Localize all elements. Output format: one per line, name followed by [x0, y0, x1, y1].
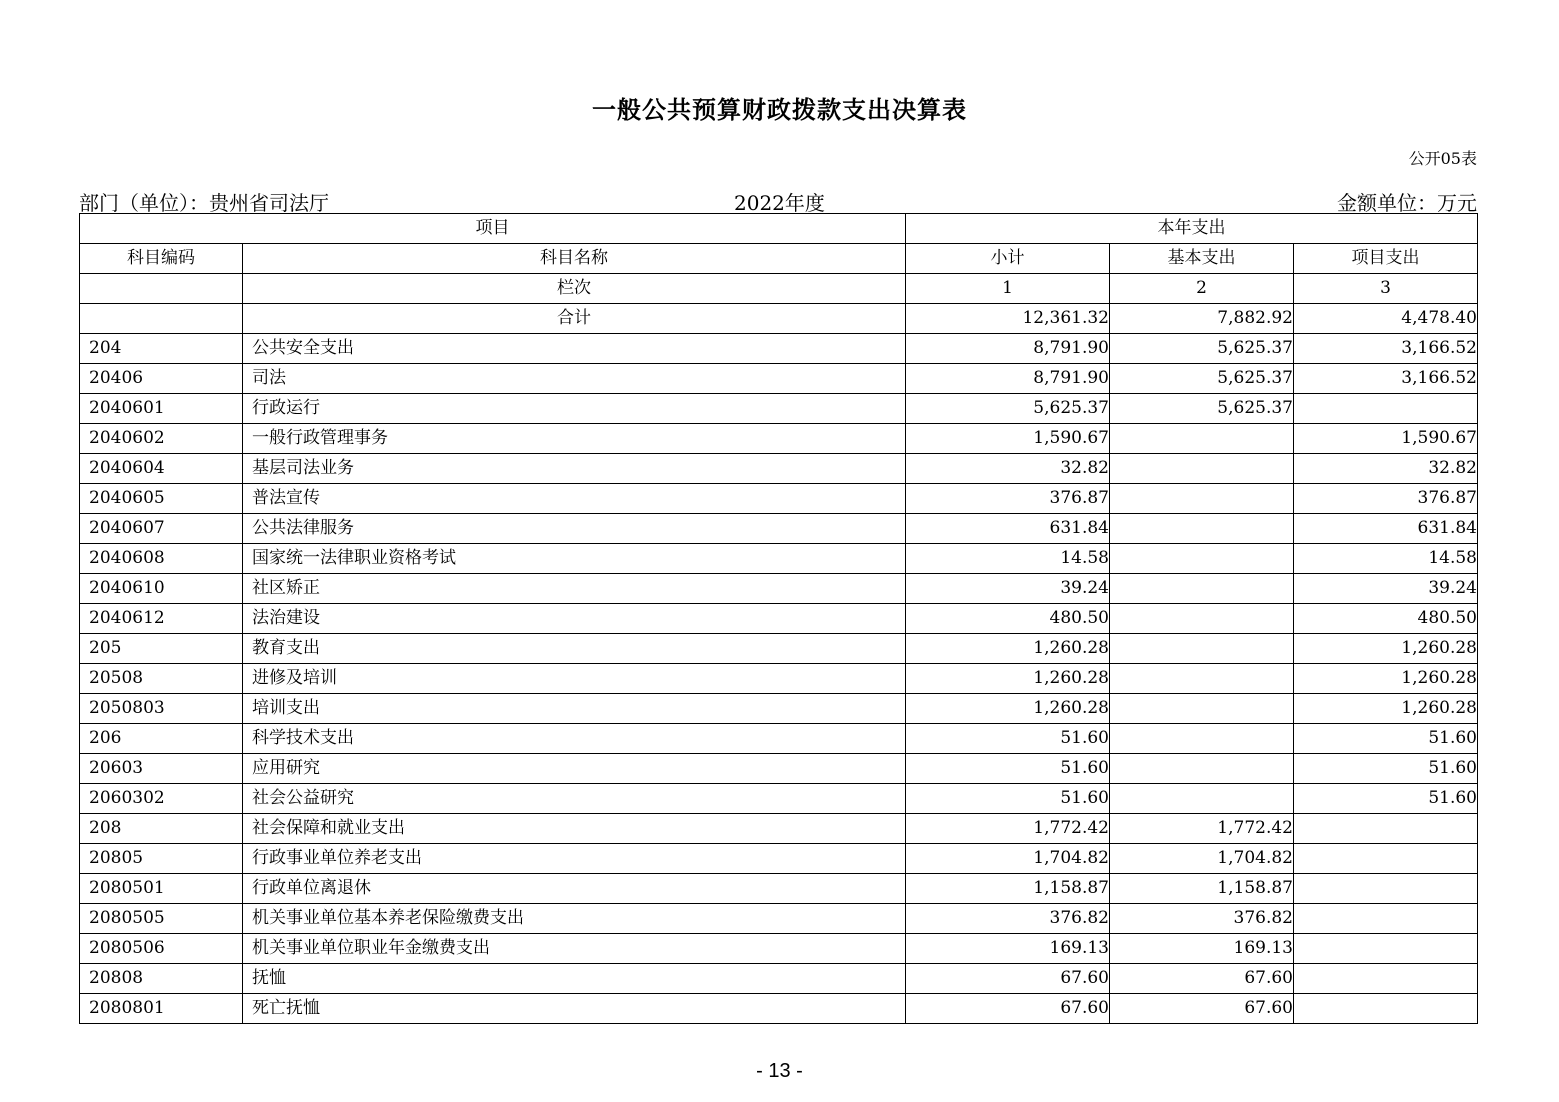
header-name: 科目名称 — [243, 244, 906, 274]
cell-subtotal: 1,772.42 — [906, 814, 1110, 844]
cell-basic: 1,704.82 — [1110, 844, 1294, 874]
cell-subtotal: 51.60 — [906, 784, 1110, 814]
cell-code: 20508 — [80, 664, 243, 694]
cell-name: 社区矫正 — [243, 574, 906, 604]
cell-code: 206 — [80, 724, 243, 754]
cell-subtotal: 376.87 — [906, 484, 1110, 514]
table-row — [80, 574, 1478, 604]
cell-project — [1294, 814, 1478, 844]
cell-subtotal: 1,158.87 — [906, 874, 1110, 904]
table-row — [80, 394, 1478, 424]
cell-name: 抚恤 — [243, 964, 906, 994]
cell-basic: 169.13 — [1110, 934, 1294, 964]
table-row — [80, 424, 1478, 454]
cell-name: 国家统一法律职业资格考试 — [243, 544, 906, 574]
column-index-3: 3 — [1294, 274, 1478, 304]
cell-code: 20406 — [80, 364, 243, 394]
cell-subtotal: 5,625.37 — [906, 394, 1110, 424]
cell-name: 普法宣传 — [243, 484, 906, 514]
cell-name: 应用研究 — [243, 754, 906, 784]
cell-basic — [1110, 754, 1294, 784]
cell-subtotal: 1,704.82 — [906, 844, 1110, 874]
cell-name: 培训支出 — [243, 694, 906, 724]
total-subtotal: 12,361.32 — [906, 304, 1110, 334]
expenditure-table — [79, 213, 1478, 1024]
department-label: 部门（单位）：贵州省司法厅 — [79, 191, 329, 215]
cell-subtotal: 8,791.90 — [906, 334, 1110, 364]
cell-project: 51.60 — [1294, 754, 1478, 784]
cell-project: 51.60 — [1294, 724, 1478, 754]
cell-subtotal: 51.60 — [906, 724, 1110, 754]
total-project: 4,478.40 — [1294, 304, 1478, 334]
cell-code: 20603 — [80, 754, 243, 784]
cell-basic — [1110, 484, 1294, 514]
cell-project — [1294, 934, 1478, 964]
table-row — [80, 634, 1478, 664]
table-row — [80, 784, 1478, 814]
cell-code: 2040607 — [80, 514, 243, 544]
column-index-2: 2 — [1110, 274, 1294, 304]
cell-code: 2040602 — [80, 424, 243, 454]
form-number: 公开05表 — [1408, 149, 1477, 168]
cell-name: 公共安全支出 — [243, 334, 906, 364]
table-row — [80, 724, 1478, 754]
table-row — [80, 364, 1478, 394]
cell-code: 2040610 — [80, 574, 243, 604]
cell-subtotal: 631.84 — [906, 514, 1110, 544]
cell-name: 一般行政管理事务 — [243, 424, 906, 454]
cell-basic: 1,158.87 — [1110, 874, 1294, 904]
cell-subtotal: 1,260.28 — [906, 694, 1110, 724]
cell-name: 公共法律服务 — [243, 514, 906, 544]
cell-basic: 67.60 — [1110, 994, 1294, 1024]
cell-project: 14.58 — [1294, 544, 1478, 574]
cell-basic — [1110, 664, 1294, 694]
cell-basic — [1110, 694, 1294, 724]
cell-basic: 5,625.37 — [1110, 364, 1294, 394]
table-body — [80, 214, 1478, 1024]
cell-code: 2040608 — [80, 544, 243, 574]
cell-name: 基层司法业务 — [243, 454, 906, 484]
column-index-code-cell — [80, 274, 243, 304]
table-row — [80, 454, 1478, 484]
cell-subtotal: 376.82 — [906, 904, 1110, 934]
cell-code: 2040605 — [80, 484, 243, 514]
cell-code: 204 — [80, 334, 243, 364]
cell-code: 20805 — [80, 844, 243, 874]
cell-basic — [1110, 604, 1294, 634]
cell-basic — [1110, 784, 1294, 814]
cell-name: 行政单位离退休 — [243, 874, 906, 904]
cell-project — [1294, 904, 1478, 934]
table-row — [80, 334, 1478, 364]
cell-subtotal: 169.13 — [906, 934, 1110, 964]
cell-name: 死亡抚恤 — [243, 994, 906, 1024]
cell-name: 社会保障和就业支出 — [243, 814, 906, 844]
cell-project: 1,260.28 — [1294, 634, 1478, 664]
total-code-cell — [80, 304, 243, 334]
cell-basic: 1,772.42 — [1110, 814, 1294, 844]
cell-name: 行政运行 — [243, 394, 906, 424]
cell-subtotal: 8,791.90 — [906, 364, 1110, 394]
cell-name: 行政事业单位养老支出 — [243, 844, 906, 874]
header-row-group — [80, 214, 1478, 244]
cell-project: 1,260.28 — [1294, 664, 1478, 694]
cell-code: 20808 — [80, 964, 243, 994]
cell-code: 2040612 — [80, 604, 243, 634]
cell-code: 2080505 — [80, 904, 243, 934]
cell-project: 376.87 — [1294, 484, 1478, 514]
total-basic: 7,882.92 — [1110, 304, 1294, 334]
column-index-label: 栏次 — [243, 274, 906, 304]
header-project: 项目 — [80, 214, 906, 244]
table-row — [80, 544, 1478, 574]
cell-project — [1294, 964, 1478, 994]
cell-name: 科学技术支出 — [243, 724, 906, 754]
cell-subtotal: 1,590.67 — [906, 424, 1110, 454]
cell-code: 2080506 — [80, 934, 243, 964]
cell-code: 2080801 — [80, 994, 243, 1024]
table-row — [80, 844, 1478, 874]
total-label: 合计 — [243, 304, 906, 334]
cell-project — [1294, 844, 1478, 874]
table-row — [80, 814, 1478, 844]
header-subtotal: 小计 — [906, 244, 1110, 274]
cell-project: 39.24 — [1294, 574, 1478, 604]
cell-code: 205 — [80, 634, 243, 664]
cell-subtotal: 1,260.28 — [906, 634, 1110, 664]
cell-subtotal: 480.50 — [906, 604, 1110, 634]
cell-name: 法治建设 — [243, 604, 906, 634]
cell-subtotal: 39.24 — [906, 574, 1110, 604]
cell-project: 51.60 — [1294, 784, 1478, 814]
column-index-row — [80, 274, 1478, 304]
cell-project: 1,260.28 — [1294, 694, 1478, 724]
cell-basic: 376.82 — [1110, 904, 1294, 934]
header-code: 科目编码 — [80, 244, 243, 274]
cell-code: 2040601 — [80, 394, 243, 424]
header-row-columns — [80, 244, 1478, 274]
cell-code: 2050803 — [80, 694, 243, 724]
table-row — [80, 904, 1478, 934]
cell-subtotal: 67.60 — [906, 964, 1110, 994]
cell-project — [1294, 994, 1478, 1024]
report-title: 一般公共预算财政拨款支出决算表 — [592, 95, 967, 124]
cell-subtotal: 67.60 — [906, 994, 1110, 1024]
fiscal-year-label: 2022年度 — [734, 191, 825, 215]
total-row — [80, 304, 1478, 334]
cell-project: 3,166.52 — [1294, 334, 1478, 364]
cell-project: 1,590.67 — [1294, 424, 1478, 454]
cell-basic — [1110, 454, 1294, 484]
cell-name: 进修及培训 — [243, 664, 906, 694]
cell-project: 32.82 — [1294, 454, 1478, 484]
table-row — [80, 514, 1478, 544]
cell-project: 480.50 — [1294, 604, 1478, 634]
cell-name: 社会公益研究 — [243, 784, 906, 814]
cell-basic — [1110, 724, 1294, 754]
page-number: - 13 - — [756, 1060, 803, 1082]
table-row — [80, 874, 1478, 904]
cell-basic — [1110, 634, 1294, 664]
cell-basic — [1110, 544, 1294, 574]
report-meta — [79, 187, 1477, 213]
cell-basic: 5,625.37 — [1110, 394, 1294, 424]
table-row — [80, 484, 1478, 514]
cell-name: 机关事业单位职业年金缴费支出 — [243, 934, 906, 964]
cell-subtotal: 51.60 — [906, 754, 1110, 784]
table-row — [80, 604, 1478, 634]
cell-project — [1294, 394, 1478, 424]
header-basic: 基本支出 — [1110, 244, 1294, 274]
cell-code: 2060302 — [80, 784, 243, 814]
table-row — [80, 694, 1478, 724]
cell-code: 208 — [80, 814, 243, 844]
header-current-year-expense: 本年支出 — [906, 214, 1478, 244]
table-row — [80, 664, 1478, 694]
column-index-1: 1 — [906, 274, 1110, 304]
table-row — [80, 934, 1478, 964]
cell-subtotal: 32.82 — [906, 454, 1110, 484]
cell-basic: 5,625.37 — [1110, 334, 1294, 364]
cell-basic — [1110, 424, 1294, 454]
cell-code: 2040604 — [80, 454, 243, 484]
cell-code: 2080501 — [80, 874, 243, 904]
table-row — [80, 994, 1478, 1024]
cell-basic — [1110, 574, 1294, 604]
cell-project: 631.84 — [1294, 514, 1478, 544]
cell-basic — [1110, 514, 1294, 544]
amount-unit-label: 金额单位：万元 — [1337, 191, 1477, 215]
cell-subtotal: 14.58 — [906, 544, 1110, 574]
cell-name: 机关事业单位基本养老保险缴费支出 — [243, 904, 906, 934]
cell-subtotal: 1,260.28 — [906, 664, 1110, 694]
table-row — [80, 964, 1478, 994]
cell-name: 教育支出 — [243, 634, 906, 664]
header-project-expense: 项目支出 — [1294, 244, 1478, 274]
cell-name: 司法 — [243, 364, 906, 394]
cell-project: 3,166.52 — [1294, 364, 1478, 394]
table-row — [80, 754, 1478, 784]
cell-project — [1294, 874, 1478, 904]
cell-basic: 67.60 — [1110, 964, 1294, 994]
